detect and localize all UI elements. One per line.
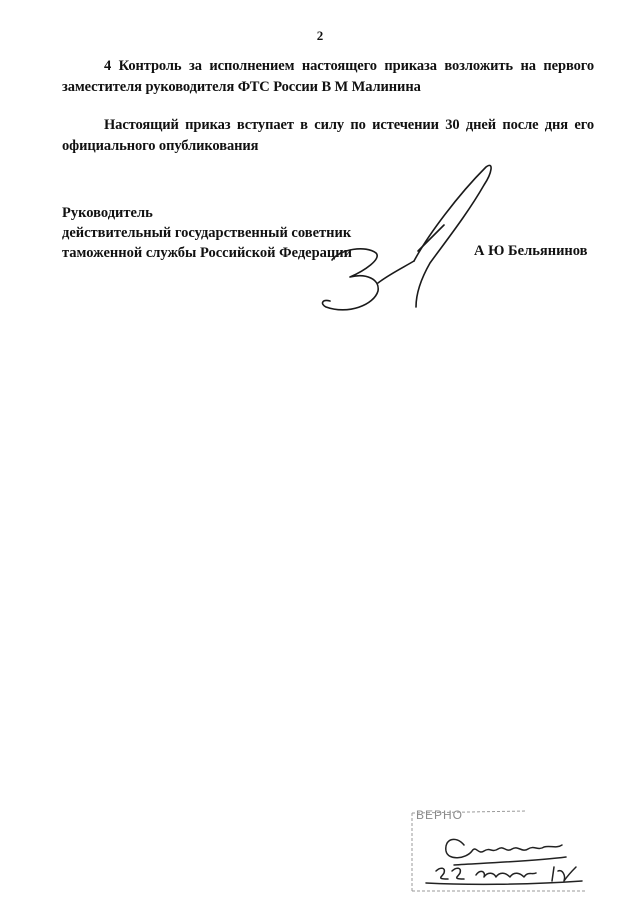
paragraph-line: 4 Контроль за исполнением настоящего приказа возложить на первого bbox=[104, 58, 594, 74]
stamp-printed-text: ВЕРНО bbox=[416, 808, 464, 822]
signer-title-line: таможенной службы Российской Федерации bbox=[62, 245, 352, 261]
handwritten-name-stroke bbox=[446, 839, 562, 857]
signer-name: А Ю Бельянинов bbox=[474, 243, 588, 259]
signer-title-line: Руководитель bbox=[62, 205, 153, 221]
page-number: 2 bbox=[316, 28, 324, 43]
paragraph-line: Настоящий приказ вступает в силу по истечении 30 дней после дня его bbox=[104, 117, 594, 133]
paragraph-line: заместителя руководителя ФТС России В М Малинина bbox=[62, 79, 421, 95]
certification-stamp bbox=[406, 805, 592, 897]
handwritten-signature bbox=[318, 155, 508, 325]
handwritten-date-stroke bbox=[436, 868, 464, 879]
signer-title-line: действительный государственный советник bbox=[62, 225, 352, 241]
paragraph-control bbox=[62, 56, 594, 98]
signer-title bbox=[62, 203, 352, 263]
paragraph-effective-date bbox=[62, 115, 594, 157]
paragraph-line: официального опубликования bbox=[62, 138, 259, 154]
